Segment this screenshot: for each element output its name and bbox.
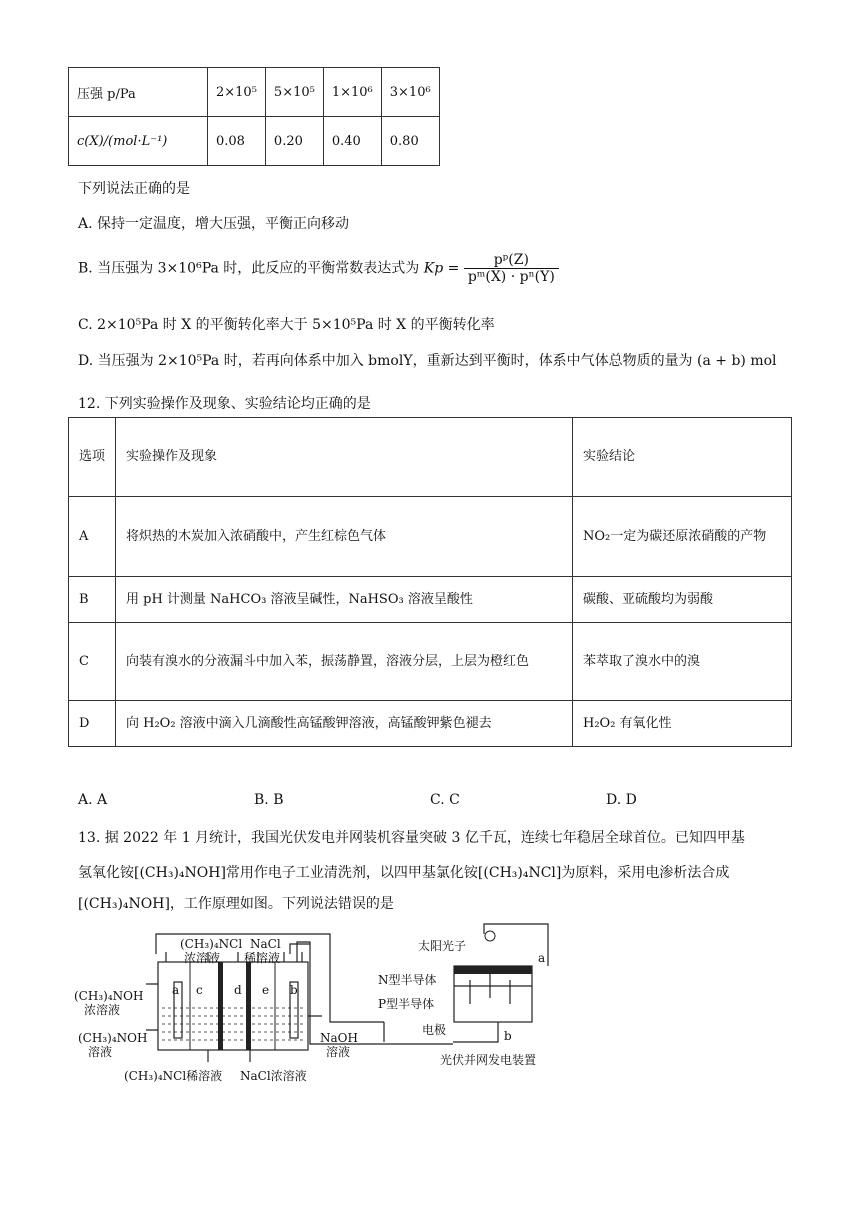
membrane-c bbox=[218, 962, 223, 1050]
membrane-label: d bbox=[234, 983, 242, 997]
question-13-line-3: [(CH₃)₄NOH]，工作原理如图。下列说法错误的是 bbox=[78, 896, 394, 912]
label-sun: 太阳光子 bbox=[418, 939, 467, 953]
label-terminal-a: a bbox=[538, 951, 546, 965]
table-row bbox=[69, 68, 440, 117]
label-top-left-1: (CH₃)₄NCl bbox=[180, 937, 243, 951]
label-p-type: P型半导体 bbox=[378, 997, 435, 1011]
table-row bbox=[69, 117, 440, 166]
membrane-d bbox=[246, 962, 251, 1050]
membrane-label: a bbox=[172, 983, 180, 997]
question-12-stem: 12. 下列实验操作及现象、实验结论均正确的是 bbox=[78, 396, 371, 412]
label-left-in-2: 溶液 bbox=[88, 1045, 113, 1059]
table-cell: 0.40 bbox=[323, 117, 381, 166]
label-right-in-1: NaOH bbox=[320, 1031, 358, 1045]
label-bottom-right: NaCl浓溶液 bbox=[240, 1069, 307, 1083]
table-row bbox=[69, 623, 792, 701]
table-cell: A bbox=[69, 497, 116, 577]
table-cell: 3×10⁶ bbox=[381, 68, 439, 117]
table-cell: NO₂一定为碳还原浓硝酸的产物 bbox=[573, 497, 792, 577]
table-header-cell: 实验操作及现象 bbox=[116, 418, 573, 497]
table-cell: 苯萃取了溴水中的溴 bbox=[573, 623, 792, 701]
table-row bbox=[69, 577, 792, 623]
table-cell: 向 H₂O₂ 溶液中滴入几滴酸性高锰酸钾溶液，高锰酸钾紫色褪去 bbox=[116, 701, 573, 747]
label-left-in-1: (CH₃)₄NOH bbox=[78, 1031, 148, 1045]
table-row bbox=[69, 418, 792, 497]
label-bottom-left: (CH₃)₄NCl稀溶液 bbox=[124, 1069, 223, 1083]
label-top-right-2: 稀溶液 bbox=[244, 951, 281, 965]
electrolysis-tank bbox=[158, 962, 308, 1050]
option-d: D. 当压强为 2×10⁵Pa 时，若再向体系中加入 bmolY，重新达到平衡时，体系中气体总物质的量为 (a + b) mol bbox=[78, 353, 777, 369]
table-header-cell: c(X)/(mol·L⁻¹) bbox=[69, 117, 208, 166]
sun-icon bbox=[485, 931, 495, 941]
label-right-in-2: 溶液 bbox=[326, 1045, 351, 1059]
table-cell: 用 pH 计测量 NaHCO₃ 溶液呈碱性，NaHSO₃ 溶液呈酸性 bbox=[116, 577, 573, 623]
option-b-text: B. 当压强为 3×10⁶Pa 时，此反应的平衡常数表达式为 bbox=[78, 260, 420, 277]
table-cell: 0.08 bbox=[208, 117, 266, 166]
label-n-type: N型半导体 bbox=[378, 973, 437, 987]
table-cell: 2×10⁵ bbox=[208, 68, 266, 117]
choice-d: D. D bbox=[606, 792, 637, 808]
formula-denominator: pᵐ(X) · pⁿ(Y) bbox=[467, 269, 555, 285]
formula-fraction bbox=[464, 252, 559, 285]
table-cell: 将炽热的木炭加入浓硝酸中，产生红棕色气体 bbox=[116, 497, 573, 577]
choice-b: B. B bbox=[254, 792, 284, 808]
membrane-label: c bbox=[196, 983, 203, 997]
membrane-label: e bbox=[262, 983, 270, 997]
label-top-left-2: 浓溶液 bbox=[184, 951, 221, 965]
table-row bbox=[69, 497, 792, 577]
table-row bbox=[69, 701, 792, 747]
table-cell: D bbox=[69, 701, 116, 747]
table-cell: B bbox=[69, 577, 116, 623]
electrodialysis-figure bbox=[70, 922, 570, 1094]
table-header-cell: 压强 p/Pa bbox=[69, 68, 208, 117]
question-13-line-2: 氢氧化铵[(CH₃)₄NOH]常用作电子工业清洗剂，以四甲基氯化铵[(CH₃)₄NCl]为原料，采用电渗析法合成 bbox=[78, 865, 730, 881]
formula-numerator: pᵖ(Z) bbox=[464, 252, 559, 269]
question-prompt: 下列说法正确的是 bbox=[78, 181, 190, 197]
table-cell: H₂O₂ 有氧化性 bbox=[573, 701, 792, 747]
membrane-label: b bbox=[290, 983, 298, 997]
device-caption: 光伏并网发电装置 bbox=[440, 1053, 537, 1067]
label-electrode: 电极 bbox=[422, 1023, 447, 1037]
label-terminal-b: b bbox=[504, 1029, 512, 1043]
photovoltaic-cell bbox=[454, 966, 532, 1022]
option-c: C. 2×10⁵Pa 时 X 的平衡转化率大于 5×10⁵Pa 时 X 的平衡转化率 bbox=[78, 317, 495, 333]
table-cell: 1×10⁶ bbox=[323, 68, 381, 117]
table-header-cell: 实验结论 bbox=[573, 418, 792, 497]
option-a: A. 保持一定温度，增大压强，平衡正向移动 bbox=[78, 216, 350, 232]
option-b bbox=[78, 252, 559, 285]
table-cell: C bbox=[69, 623, 116, 701]
table-cell: 0.20 bbox=[265, 117, 323, 166]
choice-c: C. C bbox=[430, 792, 460, 808]
table-cell: 碳酸、亚硫酸均为弱酸 bbox=[573, 577, 792, 623]
table-header-cell: 选项 bbox=[69, 418, 116, 497]
table-cell: 0.80 bbox=[381, 117, 439, 166]
formula-lhs: Kp = bbox=[423, 260, 460, 277]
label-left-out-2: 浓溶液 bbox=[84, 1003, 121, 1017]
question-13-line-1: 13. 据 2022 年 1 月统计，我国光伏发电并网装机容量突破 3 亿千瓦，连续七年稳居全球首位。已知四甲基 bbox=[78, 830, 745, 846]
label-left-out-1: (CH₃)₄NOH bbox=[74, 989, 144, 1003]
choice-a: A. A bbox=[78, 792, 108, 808]
table-cell: 5×10⁵ bbox=[265, 68, 323, 117]
pressure-concentration-table bbox=[68, 67, 440, 166]
table-cell: 向装有溴水的分液漏斗中加入苯，振荡静置，溶液分层，上层为橙红色 bbox=[116, 623, 573, 701]
label-top-right-1: NaCl bbox=[250, 937, 281, 951]
experiment-table bbox=[68, 417, 792, 747]
